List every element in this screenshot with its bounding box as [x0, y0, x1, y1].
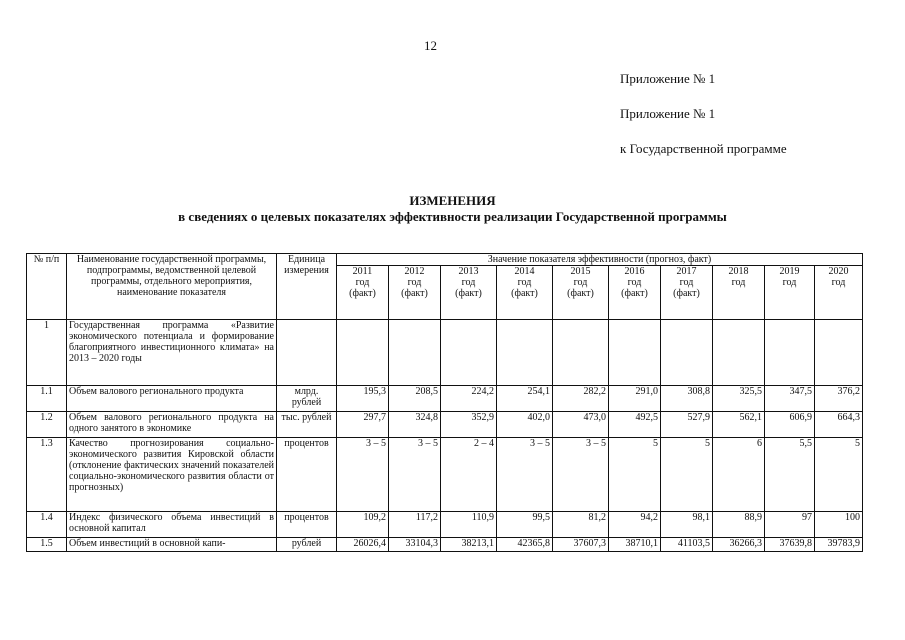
header-year [609, 266, 661, 320]
header-year-number: 2011 [352, 266, 373, 277]
header-year-note: (факт) [673, 288, 700, 299]
row-value [337, 320, 389, 386]
row-value: 41103,5 [661, 538, 713, 552]
row-value: 38213,1 [441, 538, 497, 552]
row-value [713, 320, 765, 386]
header-year-label: год [731, 277, 746, 288]
row-num: 1.5 [27, 538, 67, 552]
row-num: 1 [27, 320, 67, 386]
efficiency-indicators-table [26, 253, 863, 552]
row-value: 3 – 5 [337, 438, 389, 512]
header-year [713, 266, 765, 320]
table-row [27, 412, 863, 438]
row-num: 1.4 [27, 512, 67, 538]
appendix-line-2: Приложение № 1 [620, 106, 716, 121]
header-year-label: год [573, 277, 588, 288]
row-value: 195,3 [337, 386, 389, 412]
header-year [389, 266, 441, 320]
page-number: 12 [424, 38, 437, 53]
header-year-note: (факт) [455, 288, 482, 299]
row-unit [277, 320, 337, 386]
header-year-label: год [679, 277, 694, 288]
header-year-label: год [627, 277, 642, 288]
row-value: 39783,9 [815, 538, 863, 552]
row-value: 36266,3 [713, 538, 765, 552]
row-value: 100 [815, 512, 863, 538]
header-year-note: (факт) [349, 288, 376, 299]
header-num: № п/п [27, 254, 67, 320]
header-year-note: (факт) [511, 288, 538, 299]
row-unit: процентов [277, 438, 337, 512]
row-value: 110,9 [441, 512, 497, 538]
row-value: 42365,8 [497, 538, 553, 552]
row-value: 6 [713, 438, 765, 512]
header-year-number: 2020 [828, 266, 849, 277]
header-year-label: год [831, 277, 846, 288]
row-value: 527,9 [661, 412, 713, 438]
row-value: 5,5 [765, 438, 815, 512]
row-value: 94,2 [609, 512, 661, 538]
row-value [441, 320, 497, 386]
row-value: 5 [661, 438, 713, 512]
row-value: 297,7 [337, 412, 389, 438]
row-value: 376,2 [815, 386, 863, 412]
header-year-label: год [517, 277, 532, 288]
row-value: 352,9 [441, 412, 497, 438]
header-year-number: 2012 [404, 266, 425, 277]
table-row [27, 438, 863, 512]
table-row [27, 538, 863, 552]
header-year-number: 2015 [570, 266, 591, 277]
row-unit: млрд. рублей [277, 386, 337, 412]
header-year-number: 2018 [728, 266, 749, 277]
header-year [553, 266, 609, 320]
header-year [765, 266, 815, 320]
header-year-number: 2016 [624, 266, 645, 277]
row-value: 3 – 5 [497, 438, 553, 512]
row-value [553, 320, 609, 386]
row-value: 224,2 [441, 386, 497, 412]
row-value [609, 320, 661, 386]
header-year-number: 2014 [514, 266, 535, 277]
row-value [765, 320, 815, 386]
header-year-note: (факт) [401, 288, 428, 299]
title-subtitle: в сведениях о целевых показателях эффективности реализации Государственной программы [178, 209, 727, 224]
row-value: 3 – 5 [553, 438, 609, 512]
row-value: 117,2 [389, 512, 441, 538]
row-value: 33104,3 [389, 538, 441, 552]
row-value: 109,2 [337, 512, 389, 538]
header-year-label: год [355, 277, 370, 288]
header-year [441, 266, 497, 320]
document-title [0, 193, 905, 225]
row-value: 97 [765, 512, 815, 538]
header-year-note: (факт) [621, 288, 648, 299]
row-value [497, 320, 553, 386]
header-year-label: год [407, 277, 422, 288]
appendix-line-3: к Государственной программе [620, 141, 787, 156]
header-year-note: (факт) [567, 288, 594, 299]
row-value: 606,9 [765, 412, 815, 438]
header-year-number: 2019 [779, 266, 800, 277]
row-name: Индекс физического объема инвестиций в основной капитал [67, 512, 277, 538]
row-value: 208,5 [389, 386, 441, 412]
header-year [815, 266, 863, 320]
row-value: 26026,4 [337, 538, 389, 552]
row-value: 308,8 [661, 386, 713, 412]
row-value: 2 – 4 [441, 438, 497, 512]
row-unit: тыс. рублей [277, 412, 337, 438]
row-value: 81,2 [553, 512, 609, 538]
header-year-number: 2013 [458, 266, 479, 277]
row-value: 347,5 [765, 386, 815, 412]
row-value: 492,5 [609, 412, 661, 438]
row-value: 88,9 [713, 512, 765, 538]
row-name: Объем валового регионального продукта [67, 386, 277, 412]
row-value [661, 320, 713, 386]
row-value [815, 320, 863, 386]
row-unit: рублей [277, 538, 337, 552]
title-main: ИЗМЕНЕНИЯ [409, 193, 496, 208]
header-year [661, 266, 713, 320]
row-value: 5 [815, 438, 863, 512]
header-year [497, 266, 553, 320]
row-value: 37639,8 [765, 538, 815, 552]
row-unit: процентов [277, 512, 337, 538]
row-name: Объем валового регионального продукта на одного занятого в экономике [67, 412, 277, 438]
row-value: 98,1 [661, 512, 713, 538]
header-name: Наименование государственной программы, подпрограммы, ведомственной целевой программы, отдельного мероприятия, наименование показателя [67, 254, 277, 320]
row-value [389, 320, 441, 386]
header-year [337, 266, 389, 320]
row-num: 1.1 [27, 386, 67, 412]
table-row [27, 512, 863, 538]
row-num: 1.3 [27, 438, 67, 512]
row-value: 37607,3 [553, 538, 609, 552]
appendix-line-1: Приложение № 1 [620, 71, 716, 86]
header-year-label: год [782, 277, 797, 288]
row-name: Объем инвестиций в основной капи- [67, 538, 277, 552]
row-value: 402,0 [497, 412, 553, 438]
table-row [27, 386, 863, 412]
row-value: 3 – 5 [389, 438, 441, 512]
row-value: 38710,1 [609, 538, 661, 552]
row-value: 473,0 [553, 412, 609, 438]
row-value: 664,3 [815, 412, 863, 438]
row-num: 1.2 [27, 412, 67, 438]
row-name: Качество прогнозирования социально-экономического развития Кировской области (отклонение фактических значений показателей социально-экономического развития области от прогнозных) [67, 438, 277, 512]
header-year-number: 2017 [676, 266, 697, 277]
row-name: Государственная программа «Развитие экономического потенциала и формирование благоприятного инвестиционного климата» на 2013 – 2020 годы [67, 320, 277, 386]
row-value: 291,0 [609, 386, 661, 412]
row-value: 325,5 [713, 386, 765, 412]
row-value: 324,8 [389, 412, 441, 438]
row-value: 282,2 [553, 386, 609, 412]
header-values-group: Значение показателя эффективности (прогноз, факт) [337, 254, 863, 266]
row-value: 99,5 [497, 512, 553, 538]
header-unit: Единица измерения [277, 254, 337, 320]
row-value: 5 [609, 438, 661, 512]
header-year-label: год [461, 277, 476, 288]
row-value: 562,1 [713, 412, 765, 438]
table-row [27, 320, 863, 386]
row-value: 254,1 [497, 386, 553, 412]
